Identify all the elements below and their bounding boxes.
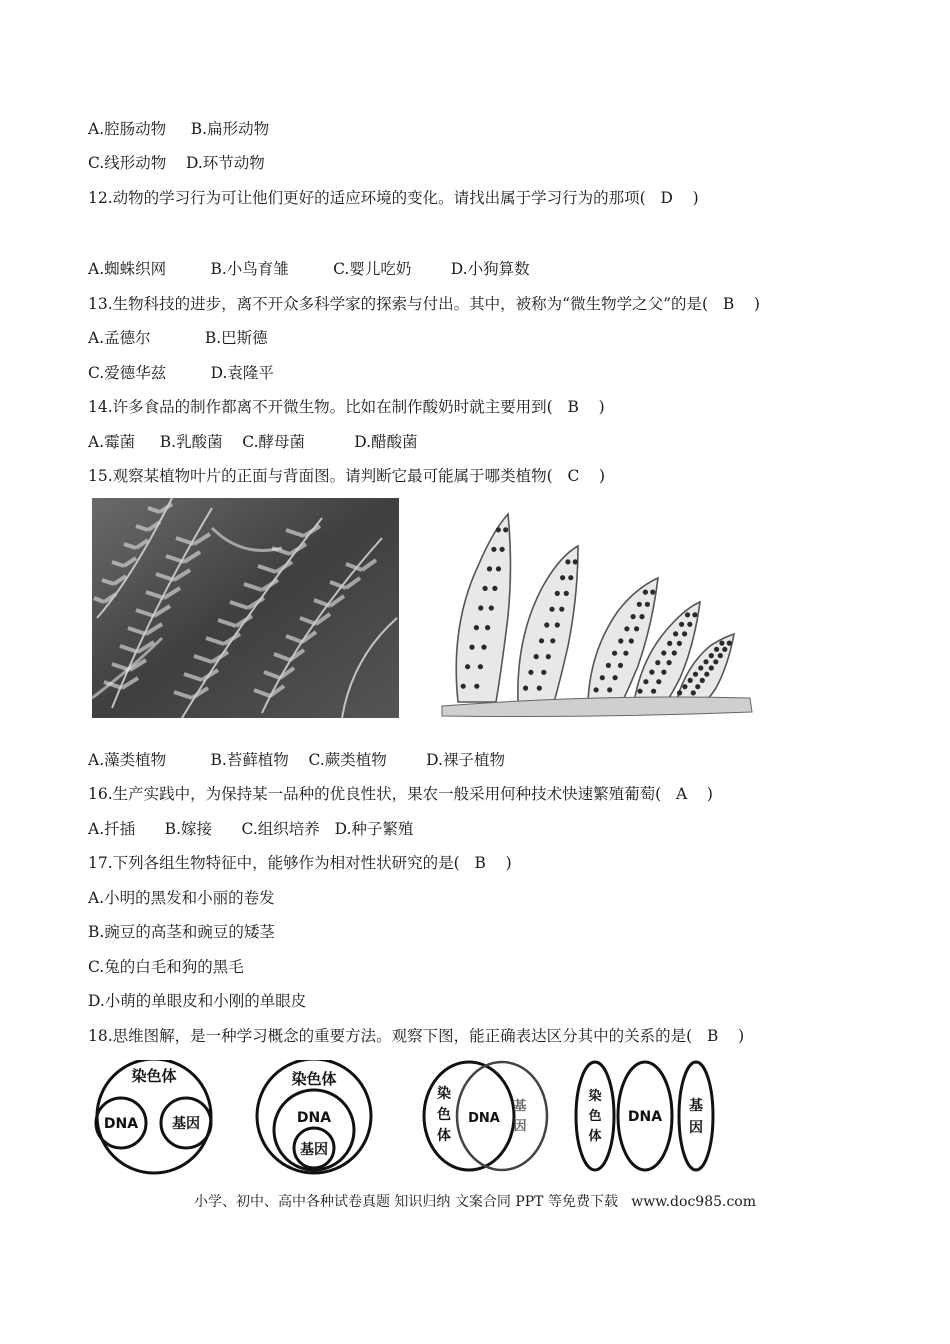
- spore-dot: [474, 625, 479, 630]
- diagram-c-gene-1: 基: [513, 1099, 527, 1114]
- spore-dot: [631, 614, 636, 619]
- diagram-c-chromosome-1: 染: [437, 1086, 451, 1102]
- spore-dot: [682, 631, 687, 636]
- diagram-d-chromosome-3: 体: [588, 1129, 602, 1144]
- spore-dot: [695, 684, 700, 689]
- spore-dot: [491, 547, 496, 552]
- spore-dot: [478, 605, 483, 610]
- spore-dot: [719, 641, 724, 646]
- spore-dot: [637, 602, 642, 607]
- diagram-b-gene-label: 基因: [300, 1142, 328, 1158]
- spore-dot: [700, 678, 705, 683]
- spore-dot: [594, 687, 599, 692]
- diagram-d-chromosome-2: 色: [588, 1109, 602, 1124]
- spore-dot: [709, 653, 714, 658]
- spore-dot: [612, 651, 617, 656]
- spore-dot: [573, 559, 578, 564]
- spore-dot: [722, 647, 727, 652]
- spore-dot: [667, 660, 672, 665]
- diagram-b-dna-label: DNA: [296, 1110, 332, 1126]
- spore-dot: [649, 670, 654, 675]
- spore-dot: [600, 675, 605, 680]
- spore-dot: [634, 626, 639, 631]
- spore-dot: [478, 664, 483, 669]
- diagram-d-gene-1: 基: [689, 1098, 703, 1114]
- q14-stem: 14.许多食品的制作都离不开微生物。比如在制作酸奶时就主要用到( B ): [88, 398, 605, 416]
- q16-options: A.扦插 B.嫁接 C.组织培养 D.种子繁殖: [88, 820, 414, 838]
- spore-dot: [682, 684, 687, 689]
- spore-dot: [503, 527, 508, 532]
- spore-dot: [629, 638, 634, 643]
- spore-dot: [474, 684, 479, 689]
- spore-dot: [703, 659, 708, 664]
- diagram-d-gene-2: 因: [689, 1120, 703, 1136]
- spore-dot: [565, 559, 570, 564]
- spore-dot: [692, 612, 697, 617]
- spore-dot: [485, 625, 490, 630]
- diagram-a-chromosome-label: 染色体: [131, 1067, 177, 1085]
- q13-options-cd: C.爱德华兹 D.袁隆平: [88, 364, 274, 382]
- spore-dot: [523, 686, 528, 691]
- q13-options-ab: A.孟德尔 B.巴斯德: [88, 329, 268, 347]
- q17-option-b: B.豌豆的高茎和豌豆的矮茎: [88, 923, 275, 941]
- spore-dot: [687, 622, 692, 627]
- spore-dot: [698, 665, 703, 670]
- q17-option-a: A.小明的黑发和小丽的卷发: [88, 889, 275, 907]
- spore-dot: [549, 607, 554, 612]
- spore-dot: [492, 586, 497, 591]
- q17-option-d: D.小萌的单眼皮和小刚的单眼皮: [88, 992, 307, 1010]
- q13-stem: 13.生物科技的进步，离不开众多科学家的探索与付出。其中，被称为“微生物学之父”的是( B ): [88, 295, 760, 313]
- spore-dot: [607, 687, 612, 692]
- diagram-c-chromosome-3: 体: [437, 1128, 451, 1144]
- spore-dot: [618, 663, 623, 668]
- spore-dot: [651, 689, 656, 694]
- spore-dot: [704, 672, 709, 677]
- spore-dot: [537, 686, 542, 691]
- q18-stem: 18.思维图解，是一种学习概念的重要方法。观察下图，能正确表达区分其中的关系的是( B ): [88, 1027, 745, 1045]
- q11-options-cd: C.线形动物 D.环节动物: [88, 154, 265, 172]
- diagram-d-dna-label: DNA: [627, 1109, 663, 1125]
- spore-dot: [489, 605, 494, 610]
- spore-dot: [643, 590, 648, 595]
- spore-dot: [677, 690, 682, 695]
- spore-dot: [568, 575, 573, 580]
- fern-leaf-back-drawing: [438, 506, 756, 724]
- spore-dot: [679, 622, 684, 627]
- spore-dot: [693, 672, 698, 677]
- q12-stem: 12.动物的学习行为可让他们更好的适应环境的变化。请找出属于学习行为的那项( D ): [88, 189, 699, 207]
- spore-dot: [672, 650, 677, 655]
- spore-dot: [496, 527, 501, 532]
- diagram-a-dna-label: DNA: [103, 1116, 139, 1132]
- q11-options-ab: A.腔肠动物 B.扁形动物: [88, 120, 270, 138]
- q17-option-c: C.兔的白毛和狗的黑毛: [88, 958, 244, 976]
- spore-dot: [637, 689, 642, 694]
- spore-dot: [713, 659, 718, 664]
- q16-stem: 16.生产实践中，为保持某一品种的优良性状，果农一般采用何种技术快速繁殖葡萄( A ): [88, 785, 713, 803]
- q18-diagrams: [92, 1060, 722, 1180]
- spore-dot: [559, 607, 564, 612]
- spore-dot: [691, 690, 696, 695]
- spore-dot: [550, 638, 555, 643]
- q15-options: A.藻类植物 B.苔藓植物 C.蕨类植物 D.裸子植物: [88, 751, 505, 769]
- spore-dot: [643, 679, 648, 684]
- q17-stem: 17.下列各组生物特征中，能够作为相对性状研究的是( B ): [88, 854, 512, 872]
- spore-dot: [555, 591, 560, 596]
- page-footer: 小学、初中、高中各种试卷真题 知识归纳 文案合同 PPT 等免费下载 www.doc985.com: [193, 1194, 756, 1210]
- spore-dot: [639, 614, 644, 619]
- spore-dot: [541, 670, 546, 675]
- diagram-c-dna-label: DNA: [468, 1111, 500, 1126]
- spore-dot: [528, 670, 533, 675]
- spore-dot: [564, 591, 569, 596]
- spore-dot: [673, 631, 678, 636]
- spore-dot: [709, 665, 714, 670]
- spore-dot: [624, 626, 629, 631]
- q14-options: A.霉菌 B.乳酸菌 C.酵母菌 D.醋酸菌: [88, 433, 418, 451]
- spore-dot: [656, 679, 661, 684]
- spore-dot: [483, 586, 488, 591]
- spore-dot: [688, 678, 693, 683]
- spore-dot: [685, 612, 690, 617]
- diagram-d-chromosome-1: 染: [588, 1089, 602, 1104]
- spore-dot: [623, 651, 628, 656]
- spore-dot: [667, 641, 672, 646]
- q15-stem: 15.观察某植物叶片的正面与背面图。请判断它最可能属于哪类植物( C ): [88, 467, 606, 485]
- spore-dot: [560, 575, 565, 580]
- spore-dot: [465, 664, 470, 669]
- spore-dot: [645, 602, 650, 607]
- spore-dot: [481, 645, 486, 650]
- spore-dot: [618, 638, 623, 643]
- spore-dot: [496, 566, 501, 571]
- diagram-a-gene-label: 基因: [172, 1116, 200, 1132]
- diagram-c-gene-2: 因: [513, 1119, 527, 1134]
- spore-dot: [650, 590, 655, 595]
- spore-dot: [714, 647, 719, 652]
- spore-dot: [461, 684, 466, 689]
- spore-dot: [727, 641, 732, 646]
- spore-dot: [613, 675, 618, 680]
- diagram-c-chromosome-2: 色: [437, 1107, 451, 1123]
- spore-dot: [661, 670, 666, 675]
- fern-leaf-front-photo: [92, 498, 399, 722]
- spore-dot: [677, 641, 682, 646]
- q12-options: A.蜘蛛织网 B.小鸟育雏 C.婴儿吃奶 D.小狗算数: [88, 260, 530, 278]
- spore-dot: [534, 654, 539, 659]
- spore-dot: [469, 645, 474, 650]
- spore-dot: [487, 566, 492, 571]
- spore-dot: [606, 663, 611, 668]
- diagram-b-chromosome-label: 染色体: [291, 1070, 337, 1088]
- spore-dot: [655, 660, 660, 665]
- spore-dot: [661, 650, 666, 655]
- spore-dot: [539, 638, 544, 643]
- spore-dot: [544, 622, 549, 627]
- spore-dot: [546, 654, 551, 659]
- spore-dot: [500, 547, 505, 552]
- spore-dot: [718, 653, 723, 658]
- spore-dot: [555, 622, 560, 627]
